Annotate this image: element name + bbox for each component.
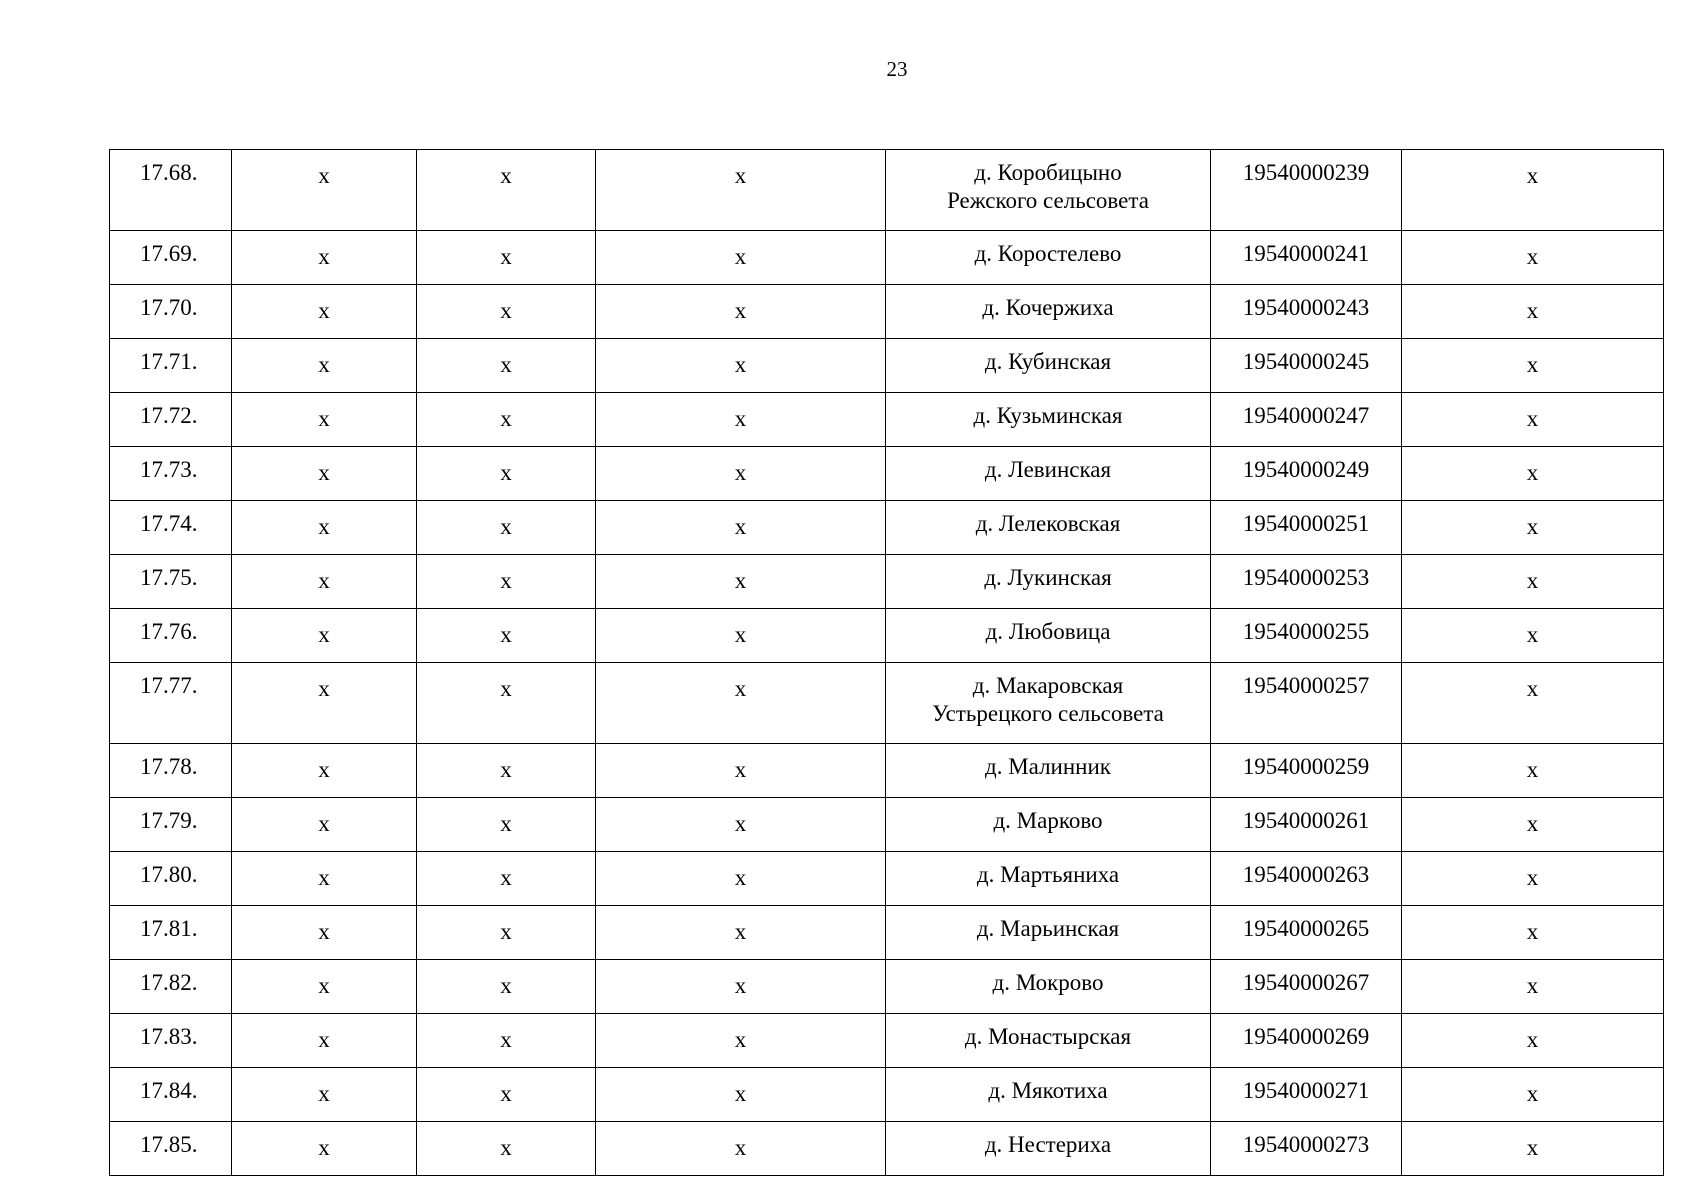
column-4-cell: х xyxy=(596,609,886,663)
column-2-cell: х xyxy=(232,1014,417,1068)
column-3-cell: х xyxy=(417,852,596,906)
row-number-cell: 17.75. xyxy=(110,555,232,609)
row-number-cell: 17.80. xyxy=(110,852,232,906)
table-row xyxy=(110,798,1664,852)
oktmo-code-cell: 19540000249 xyxy=(1211,447,1402,501)
settlement-name-cell: д. Малинник xyxy=(886,744,1211,798)
settlement-name-cell: д. Коробицыно Режского сельсовета xyxy=(886,150,1211,231)
column-2-cell: х xyxy=(232,231,417,285)
row-number-cell: 17.71. xyxy=(110,339,232,393)
settlement-name-cell: д. Лукинская xyxy=(886,555,1211,609)
column-7-cell: х xyxy=(1402,663,1664,744)
table-body xyxy=(110,150,1664,1176)
column-7-cell: х xyxy=(1402,1014,1664,1068)
row-number-cell: 17.77. xyxy=(110,663,232,744)
table-row xyxy=(110,609,1664,663)
column-2-cell: х xyxy=(232,339,417,393)
table-row xyxy=(110,960,1664,1014)
column-2-cell: х xyxy=(232,798,417,852)
row-number-cell: 17.76. xyxy=(110,609,232,663)
table-row xyxy=(110,1068,1664,1122)
column-7-cell: х xyxy=(1402,609,1664,663)
column-7-cell: х xyxy=(1402,906,1664,960)
oktmo-code-cell: 19540000243 xyxy=(1211,285,1402,339)
column-4-cell: х xyxy=(596,960,886,1014)
column-2-cell: х xyxy=(232,1122,417,1176)
column-3-cell: х xyxy=(417,150,596,231)
settlement-name-cell: д. Мокрово xyxy=(886,960,1211,1014)
column-3-cell: х xyxy=(417,285,596,339)
column-4-cell: х xyxy=(596,285,886,339)
oktmo-code-cell: 19540000247 xyxy=(1211,393,1402,447)
settlement-name-cell: д. Мартьяниха xyxy=(886,852,1211,906)
settlement-name-cell: д. Нестериха xyxy=(886,1122,1211,1176)
column-4-cell: х xyxy=(596,1122,886,1176)
column-7-cell: х xyxy=(1402,285,1664,339)
column-3-cell: х xyxy=(417,960,596,1014)
column-3-cell: х xyxy=(417,393,596,447)
column-7-cell: х xyxy=(1402,852,1664,906)
column-7-cell: х xyxy=(1402,150,1664,231)
column-7-cell: х xyxy=(1402,555,1664,609)
column-4-cell: х xyxy=(596,663,886,744)
oktmo-code-cell: 19540000257 xyxy=(1211,663,1402,744)
column-4-cell: х xyxy=(596,393,886,447)
column-3-cell: х xyxy=(417,663,596,744)
column-4-cell: х xyxy=(596,231,886,285)
table-row xyxy=(110,906,1664,960)
oktmo-code-cell: 19540000261 xyxy=(1211,798,1402,852)
column-7-cell: х xyxy=(1402,231,1664,285)
column-4-cell: х xyxy=(596,744,886,798)
settlement-name-cell: д. Монастырская xyxy=(886,1014,1211,1068)
oktmo-code-cell: 19540000263 xyxy=(1211,852,1402,906)
oktmo-code-cell: 19540000241 xyxy=(1211,231,1402,285)
settlement-name-cell: д. Лелековская xyxy=(886,501,1211,555)
column-4-cell: х xyxy=(596,555,886,609)
column-2-cell: х xyxy=(232,1068,417,1122)
column-7-cell: х xyxy=(1402,960,1664,1014)
row-number-cell: 17.73. xyxy=(110,447,232,501)
column-2-cell: х xyxy=(232,555,417,609)
column-7-cell: х xyxy=(1402,744,1664,798)
oktmo-code-cell: 19540000265 xyxy=(1211,906,1402,960)
table-row xyxy=(110,339,1664,393)
row-number-cell: 17.84. xyxy=(110,1068,232,1122)
row-number-cell: 17.68. xyxy=(110,150,232,231)
column-7-cell: х xyxy=(1402,501,1664,555)
column-2-cell: х xyxy=(232,663,417,744)
column-4-cell: х xyxy=(596,150,886,231)
column-7-cell: х xyxy=(1402,1068,1664,1122)
row-number-cell: 17.74. xyxy=(110,501,232,555)
oktmo-code-cell: 19540000269 xyxy=(1211,1014,1402,1068)
column-3-cell: х xyxy=(417,555,596,609)
oktmo-code-cell: 19540000255 xyxy=(1211,609,1402,663)
column-4-cell: х xyxy=(596,906,886,960)
oktmo-code-cell: 19540000273 xyxy=(1211,1122,1402,1176)
column-2-cell: х xyxy=(232,447,417,501)
column-7-cell: х xyxy=(1402,393,1664,447)
table-row xyxy=(110,1014,1664,1068)
column-3-cell: х xyxy=(417,609,596,663)
oktmo-code-cell: 19540000245 xyxy=(1211,339,1402,393)
settlement-name-cell: д. Любовица xyxy=(886,609,1211,663)
column-2-cell: х xyxy=(232,744,417,798)
column-3-cell: х xyxy=(417,744,596,798)
column-7-cell: х xyxy=(1402,1122,1664,1176)
column-3-cell: х xyxy=(417,339,596,393)
column-2-cell: х xyxy=(232,609,417,663)
settlement-name-cell: д. Мякотиха xyxy=(886,1068,1211,1122)
settlement-name-cell: д. Макаровская Устьрецкого сельсовета xyxy=(886,663,1211,744)
row-number-cell: 17.83. xyxy=(110,1014,232,1068)
table-row xyxy=(110,447,1664,501)
table-row xyxy=(110,1122,1664,1176)
column-4-cell: х xyxy=(596,501,886,555)
settlement-name-cell: д. Левинская xyxy=(886,447,1211,501)
column-3-cell: х xyxy=(417,1122,596,1176)
table-row xyxy=(110,150,1664,231)
column-3-cell: х xyxy=(417,906,596,960)
column-7-cell: х xyxy=(1402,339,1664,393)
table-row xyxy=(110,663,1664,744)
table-row xyxy=(110,852,1664,906)
settlement-name-cell: д. Кочержиха xyxy=(886,285,1211,339)
column-4-cell: х xyxy=(596,447,886,501)
column-4-cell: х xyxy=(596,1014,886,1068)
column-7-cell: х xyxy=(1402,447,1664,501)
page-number: 23 xyxy=(886,57,908,81)
column-4-cell: х xyxy=(596,798,886,852)
row-number-cell: 17.82. xyxy=(110,960,232,1014)
column-2-cell: х xyxy=(232,906,417,960)
table-row xyxy=(110,231,1664,285)
row-number-cell: 17.78. xyxy=(110,744,232,798)
settlement-name-cell: д. Коростелево xyxy=(886,231,1211,285)
oktmo-code-cell: 19540000253 xyxy=(1211,555,1402,609)
oktmo-code-cell: 19540000267 xyxy=(1211,960,1402,1014)
oktmo-code-cell: 19540000271 xyxy=(1211,1068,1402,1122)
row-number-cell: 17.72. xyxy=(110,393,232,447)
column-2-cell: х xyxy=(232,285,417,339)
row-number-cell: 17.70. xyxy=(110,285,232,339)
settlement-name-cell: д. Марьинская xyxy=(886,906,1211,960)
column-2-cell: х xyxy=(232,501,417,555)
row-number-cell: 17.81. xyxy=(110,906,232,960)
settlement-name-cell: д. Кубинская xyxy=(886,339,1211,393)
column-2-cell: х xyxy=(232,960,417,1014)
column-3-cell: х xyxy=(417,1068,596,1122)
column-3-cell: х xyxy=(417,501,596,555)
oktmo-code-cell: 19540000239 xyxy=(1211,150,1402,231)
column-3-cell: х xyxy=(417,447,596,501)
table-row xyxy=(110,555,1664,609)
column-3-cell: х xyxy=(417,1014,596,1068)
settlement-name-cell: д. Марково xyxy=(886,798,1211,852)
row-number-cell: 17.85. xyxy=(110,1122,232,1176)
table-row xyxy=(110,501,1664,555)
column-2-cell: х xyxy=(232,852,417,906)
row-number-cell: 17.69. xyxy=(110,231,232,285)
column-4-cell: х xyxy=(596,852,886,906)
table-row xyxy=(110,744,1664,798)
column-2-cell: х xyxy=(232,150,417,231)
oktmo-code-cell: 19540000251 xyxy=(1211,501,1402,555)
column-2-cell: х xyxy=(232,393,417,447)
column-4-cell: х xyxy=(596,1068,886,1122)
settlements-table xyxy=(109,149,1664,1176)
settlement-name-cell: д. Кузьминская xyxy=(886,393,1211,447)
column-7-cell: х xyxy=(1402,798,1664,852)
column-3-cell: х xyxy=(417,231,596,285)
table-row xyxy=(110,285,1664,339)
column-3-cell: х xyxy=(417,798,596,852)
oktmo-code-cell: 19540000259 xyxy=(1211,744,1402,798)
table-row xyxy=(110,393,1664,447)
row-number-cell: 17.79. xyxy=(110,798,232,852)
column-4-cell: х xyxy=(596,339,886,393)
